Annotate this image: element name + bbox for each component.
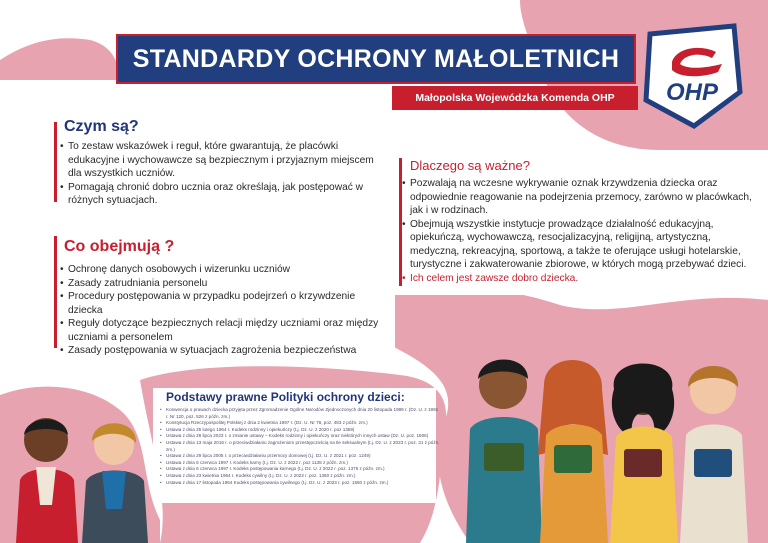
why-list xyxy=(402,177,757,285)
section-accent-bar xyxy=(54,236,57,348)
subtitle-banner xyxy=(392,86,638,110)
section-heading-what: Czym są? xyxy=(64,118,139,135)
children-illustration-left xyxy=(6,405,156,543)
list-item: • To zestaw wskazówek i reguł, które gwarantują, że placówki edukacyjne i wychowawcze są bezpiecznym i przyjaznym miejscem dla wszystkich uczniów. xyxy=(60,140,390,181)
ohp-logo xyxy=(636,22,748,134)
title-banner xyxy=(116,34,636,84)
list-item: • Ustawa z dnia 6 czerwca 1997 r. Kodeks karny (t.j. Dz. U. z 2022 r. poz 1138 z późn. zm.) xyxy=(160,460,440,467)
list-item: • Ustawa z dnia 17 listopada 1964 Kodeks postępowania cywilnego (t.j. Dz. U. z 2023 r. poz. 1550 z późn. zm.) xyxy=(160,480,440,487)
page-title: STANDARDY OCHRONY MAŁOLETNICH xyxy=(132,44,620,73)
list-item: • Ustawa z dnia 29 lipca 2005 r. o przeciwdziałaniu przemocy domowej (t.j. Dz. U. z 2021 r. poz. 1249) xyxy=(160,453,440,460)
list-item: • Konstytucja Rzeczypospolitej Polskiej z dnia 2 kwietnia 1997 r. (Dz. U. Nr 78, poz. 483 z późn. zm.) xyxy=(160,420,440,427)
list-item: • Obejmują wszystkie instytucje prowadzące działalność edukacyjną, opiekuńczą, wychowawczą, resocjalizacyjną, religijną, artystyczną, medyczną, rekreacyjną, sportową, a także te oferujące usługi hotelarskie, turystyczne i zakwaterowanie zbiorowe, w których mogą przebywać dzieci. xyxy=(402,218,757,272)
legal-basis-list xyxy=(160,407,440,486)
section-accent-bar xyxy=(54,122,57,202)
list-item: • Pozwalają na wczesne wykrywanie oznak krzywdzenia dziecka oraz odpowiednie reagowanie na podejrzenia przemocy, zarówno w placówkach, jak i w rodzinach. xyxy=(402,177,757,218)
list-item: • Ustawa z dnia 23 kwietnia 1964 r. Kodeks cywilny (t.j. Dz. U. z 2022 r. poz. 1360 z późn. zm.) xyxy=(160,473,440,480)
list-item: • Reguły dotyczące bezpiecznych relacji między uczniami oraz między uczniami a personelem xyxy=(60,317,390,344)
scope-list xyxy=(60,263,390,358)
section-heading-why: Dlaczego są ważne? xyxy=(410,158,530,173)
children-illustration-right xyxy=(458,345,758,543)
list-item: • Konwencja o prawach dziecka przyjęta przez Zgromadzenie Ogólne Narodów Zjednoczonych dnia 20 listopada 1989 r. (Dz. U. z 1991 r. Nr 120, poz. 526 z późn. zm.) xyxy=(160,407,440,420)
list-item: • Pomagają chronić dobro ucznia oraz określają, jak postępować w różnych sytuacjach. xyxy=(60,181,390,208)
list-item: • Zasady postępowania w sytuacjach zagrożenia bezpieczeństwa xyxy=(60,344,390,358)
list-item: • Zasady zatrudniania personelu xyxy=(60,277,390,291)
list-item: • Ustawa z dnia 6 czerwca 1997 r. Kodeks postępowania karnego (t.j. Dz. U. z 2022 r. poz. 1375 z późn. zm.) xyxy=(160,466,440,473)
what-list xyxy=(60,140,390,208)
section-heading-legal: Podstawy prawne Polityki ochrony dzieci: xyxy=(166,390,405,404)
list-item: • Ustawa z dnia 25 lutego 1964 r. Kodeks rodzinny i opiekuńczy (t.j. Dz. U. z 2020 r. poz 1359) xyxy=(160,427,440,434)
section-heading-scope: Co obejmują ? xyxy=(64,238,175,255)
highlight-item: • Ich celem jest zawsze dobro dziecka. xyxy=(402,272,757,286)
list-item: • Ustawa z dnia 28 lipca 2023 r. o zmianie ustawy – Kodeks rodzinny i opiekuńczy oraz niektórych innych ustaw (Dz. U. poz. 1606) xyxy=(160,433,440,440)
organization-name: Małopolska Wojewódzka Komenda OHP xyxy=(415,92,615,104)
ohp-logo-text: OHP xyxy=(665,79,719,106)
list-item: • Ustawa z dnia 13 maja 2016 r. o przeciwdziałaniu zagrożeniom przestępczością na tle seksualnym (t.j. Dz. U. z 2023 r. poz. 31 z późn. zm.) xyxy=(160,440,440,453)
list-item: • Procedury postępowania w przypadku podejrzeń o krzywdzenie dziecka xyxy=(60,290,390,317)
list-item: • Ochronę danych osobowych i wizerunku uczniów xyxy=(60,263,390,277)
